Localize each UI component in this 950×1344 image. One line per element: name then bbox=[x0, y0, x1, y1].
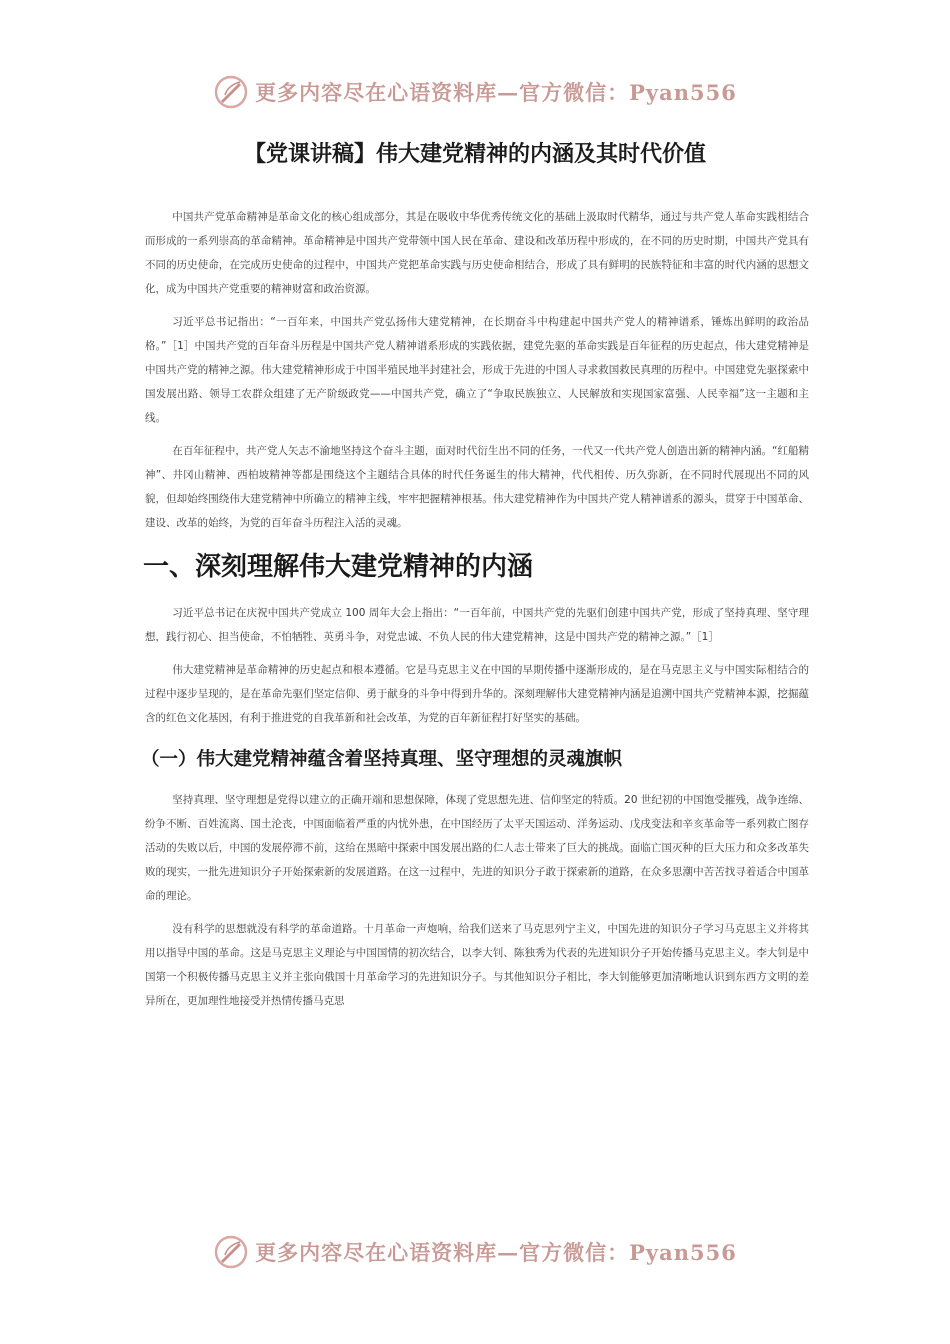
subsection-heading: （一）伟大建党精神蕴含着坚持真理、坚守理想的灵魂旗帜 bbox=[141, 749, 623, 770]
section-paragraph: 习近平总书记在庆祝中国共产党成立 100 周年大会上指出：“一百年前，中国共产党的先驱们创建中国共产党，形成了坚持真理、坚守理想，践行初心、担当使命，不怕牺牲、英勇斗争，对党忠诚、不负人民的伟大建党精神，这是中国共产党的精神之源。”［1］ bbox=[145, 607, 809, 643]
intro-paragraph: 在百年征程中，共产党人矢志不渝地坚持这个奋斗主题，面对时代衍生出不同的任务，一代又一代共产党人创造出新的精神内涵。“红船精神”、井冈山精神、西柏坡精神等都是围绕这个主题结合具体的时代任务诞生的伟大精神，代代相传、历久弥新，在不同时代展现出不同的风貌，但却始终围绕伟大建党精神中所确立的精神主线，牢牢把握精神根基。伟大建党精神作为中国共产党人精神谱系的源头，贯穿于中国革命、建设、改革的始终，为党的百年奋斗历程注入活的灵魂。 bbox=[145, 445, 809, 529]
subsection-paragraph: 坚持真理、坚守理想是党得以建立的正确开端和思想保障，体现了党思想先进、信仰坚定的特质。20 世纪初的中国饱受摧残，战争连绵、纷争不断、百姓流离、国土沦丧，中国面临着严重的内忧外患，在中国经历了太平天国运动、洋务运动、戊戌变法和辛亥革命等一系列救亡图存活动的失败以后，中国的发展停滞不前，这给在黑暗中探索中国发展出路的仁人志士带来了巨大的挑战。面临亡国灭种的巨大压力和众多改革失败的现实，一批先进知识分子开始探索新的发展道路。在这一过程中，先进的知识分子敢于探索新的道路，在众多思潮中苦苦找寻着适合中国革命的理论。 bbox=[145, 794, 809, 902]
section-heading: 一、深刻理解伟大建党精神的内涵 bbox=[143, 552, 534, 582]
page-title: 【党课讲稿】伟大建党精神的内涵及其时代价值 bbox=[243, 142, 706, 167]
watermark-banner-bottom bbox=[0, 1232, 950, 1272]
writing-quill-logo-icon bbox=[213, 74, 249, 110]
article-body bbox=[141, 205, 809, 1022]
section-paragraph: 伟大建党精神是革命精神的历史起点和根本遵循。它是马克思主义在中国的早期传播中逐渐形成的，是在马克思主义与中国实际相结合的过程中逐步呈现的，是在革命先驱们坚定信仰、勇于献身的斗争中得到升华的。深刻理解伟大建党精神内涵是追溯中国共产党精神本源，挖掘蕴含的红色文化基因，有利于推进党的自我革新和社会改革，为党的百年新征程打好坚实的基础。 bbox=[145, 664, 809, 724]
watermark-text: 更多内容尽在心语资料库—官方微信：Pyan556 bbox=[255, 1240, 737, 1265]
watermark-banner-top bbox=[0, 72, 950, 112]
writing-quill-logo-icon bbox=[213, 1234, 249, 1270]
intro-paragraph: 习近平总书记指出：“一百年来，中国共产党弘扬伟大建党精神，在长期奋斗中构建起中国共产党人的精神谱系，锤炼出鲜明的政治品格。”［1］中国共产党的百年奋斗历程是中国共产党人精神谱系形成的实践依据，建党先驱的革命实践是百年征程的历史起点，伟大建党精神是中国共产党的精神之源。伟大建党精神形成于中国半殖民地半封建社会，形成于先进的中国人寻求救国救民真理的历程中。中国建党先驱探索中国发展出路、领导工农群众组建了无产阶级政党——中国共产党，确立了“争取民族独立、人民解放和实现国家富强、人民幸福”这一主题和主线。 bbox=[145, 316, 809, 424]
subsection-paragraph: 没有科学的思想就没有科学的革命道路。十月革命一声炮响，给我们送来了马克思列宁主义，中国先进的知识分子学习马克思主义并将其用以指导中国的革命。这是马克思主义理论与中国国情的初次结合，以李大钊、陈独秀为代表的先进知识分子开始传播马克思主义。李大钊是中国第一个积极传播马克思主义并主张向俄国十月革命学习的先进知识分子。与其他知识分子相比，李大钊能够更加清晰地认识到东西方文明的差异所在，更加理性地接受并热情传播马克思 bbox=[145, 923, 809, 1007]
watermark-text: 更多内容尽在心语资料库—官方微信：Pyan556 bbox=[255, 80, 737, 105]
intro-paragraph: 中国共产党革命精神是革命文化的核心组成部分，其是在吸收中华优秀传统文化的基础上汲取时代精华，通过与共产党人革命实践相结合而形成的一系列崇高的革命精神。革命精神是中国共产党带领中国人民在革命、建设和改革历程中形成的，在不同的历史时期，中国共产党具有不同的历史使命，在完成历史使命的过程中，中国共产党把革命实践与历史使命相结合，形成了具有鲜明的民族特征和丰富的时代内涵的思想文化，成为中国共产党重要的精神财富和政治资源。 bbox=[145, 211, 809, 295]
